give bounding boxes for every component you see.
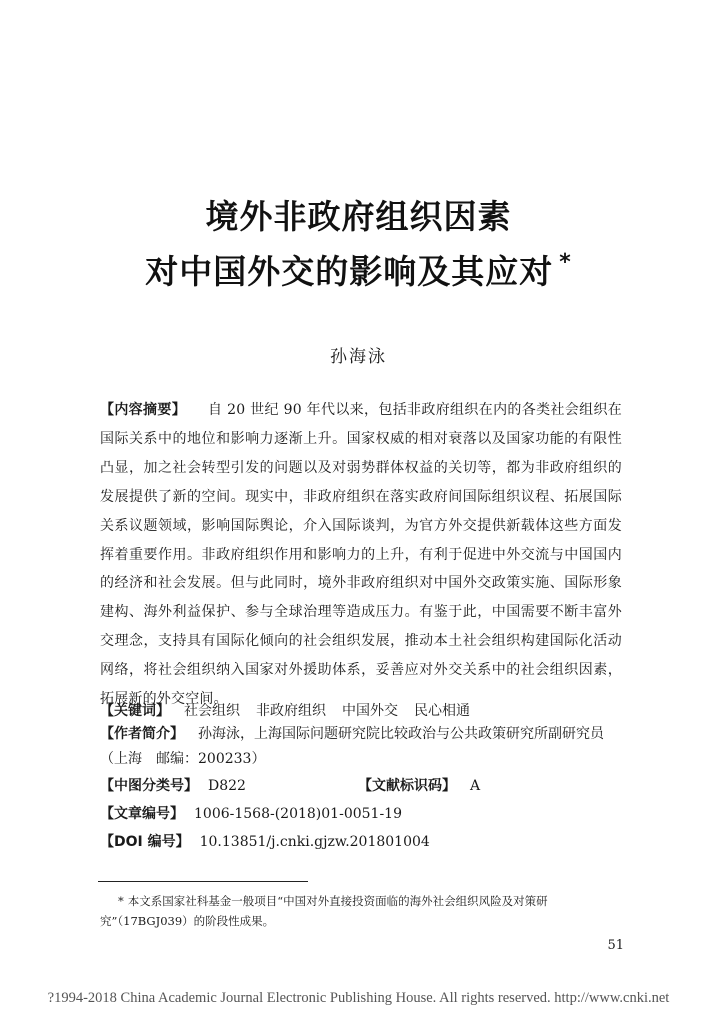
abstract-text: 自 20 世纪 90 年代以来，包括非政府组织在内的各类社会组织在国际关系中的地位和影响力逐渐上升。国家权威的相对衰落以及国家功能的有限性凸显，加之社会转型引发的问题以及对弱势群体权益的关切等，都为非政府组织的发展提供了新的空间。现实中，非政府组织在落实政府间国际组织议程、拓展国际关系议题领域，影响国际舆论，介入国际谈判，为官方外交提供新载体这些方面发挥着重要作用。非政府组织作用和影响力的上升，有利于促进中外交流与中国国内的经济和社会发展。但与此同时，境外非政府组织对中国外交政策实施、国际形象建构、海外利益保护、参与全球治理等造成压力。有鉴于此，中国需要不断丰富外交理念，支持具有国际化倾向的社会组织发展，推动本土社会组织构建国际化活动网络，将社会组织纳入国家对外援助体系，妥善应对外交关系中的社会组织因素，拓展新的外交空间。: [100, 402, 622, 708]
classification-row: [100, 775, 630, 797]
author-name: 孙海泳: [330, 347, 387, 367]
footnote-text: 本文系国家社科基金一般项目“中国对外直接投资面临的海外社会组织风险及对策研究”（17BGJ039）的阶段性成果。: [100, 894, 548, 928]
abstract: [100, 396, 622, 714]
article-title-line-2: [0, 246, 717, 293]
keywords: [100, 700, 630, 722]
article-number-label: 【文章编号】: [100, 806, 184, 822]
author-info: [100, 722, 630, 772]
footnote-marker: *: [118, 894, 124, 908]
article-number-row: [100, 803, 630, 825]
title-footnote-marker: *: [559, 250, 572, 275]
doi-label: 【DOI 编号】: [100, 834, 190, 850]
abstract-label: 【内容摘要】: [100, 402, 187, 418]
keyword: 民心相通: [414, 703, 470, 719]
copyright-footer: ?1994-2018 China Academic Journal Electronic Publishing House. All rights reserved. http://www.cnki.net: [47, 990, 670, 1006]
doi-value: 10.13851/j.cnki.gjzw.201801004: [199, 834, 430, 850]
document-code-value: A: [470, 778, 481, 794]
keywords-label: 【关键词】: [100, 703, 170, 719]
keyword: 中国外交: [342, 703, 398, 719]
keyword: 社会组织: [184, 703, 240, 719]
doi-row: [100, 831, 630, 853]
article-number-value: 1006-1568-(2018)01-0051-19: [194, 806, 402, 822]
keyword: 非政府组织: [256, 703, 326, 719]
article-title-line-1: 境外非政府组织因素: [205, 197, 512, 236]
document-code: [358, 775, 480, 797]
classification-label: 【中图分类号】: [100, 778, 198, 794]
author-info-text: 孙海泳，上海国际问题研究院比较政治与公共政策研究所副研究员（上海 邮编：200233）: [100, 726, 604, 767]
classification-value: D822: [208, 778, 246, 794]
footnote: [100, 891, 622, 931]
footnote-divider: [98, 881, 308, 882]
page-number: 51: [607, 938, 624, 953]
article-title-text: 对中国外交的影响及其应对: [145, 252, 554, 291]
document-code-label: 【文献标识码】: [358, 778, 456, 794]
author-info-label: 【作者简介】: [100, 726, 184, 742]
